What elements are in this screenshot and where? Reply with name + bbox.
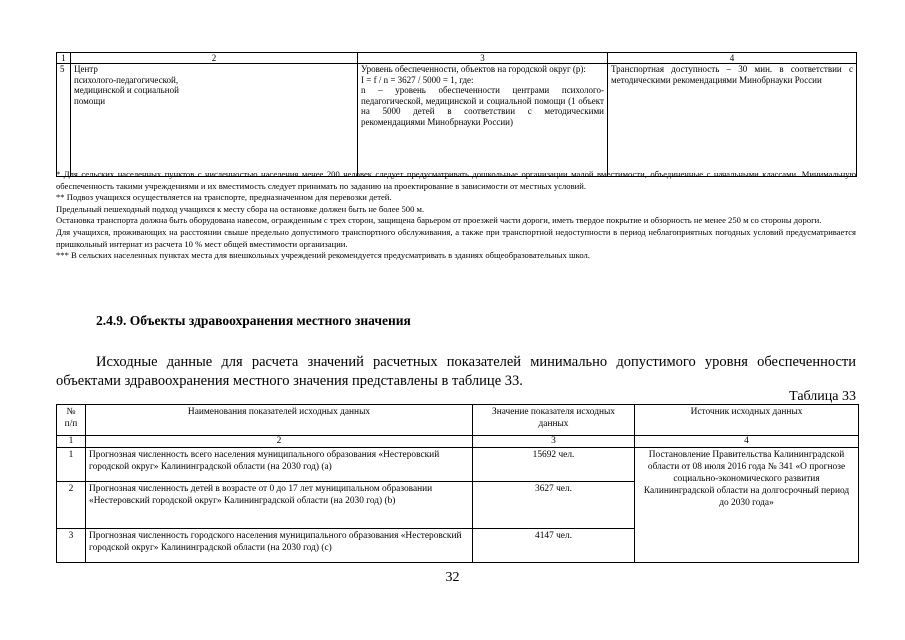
data-source: Постановление Правительства Калининградской области от 08 июля 2016 года № 341 «О прогнозе социально-экономического развития Калининградской области на долгосрочный период до 2030 года»	[635, 448, 859, 563]
footnote: * Для сельских населенных пунктов с численностью населения менее 200 человек следует предусматривать дошкольные организации малой вместимости, объединенные с начальными классами. Минимальную обеспеченность такими учреждениями и их вместимость следует принимать по заданию на проектирование в зависимости от местных условий.	[56, 169, 856, 191]
table-row	[57, 448, 859, 482]
table-row	[57, 64, 857, 177]
col-number: 4	[635, 436, 859, 448]
indicator-name: Прогнозная численность детей в возрасте от 0 до 17 лет муниципальном образовании «Нестеровский городской округ» Калининградской области (на 2030 год) (b)	[86, 482, 473, 529]
header-value: Значение показателя исходных данных	[473, 405, 635, 436]
footnotes	[56, 169, 856, 262]
footnote: ** Подвоз учащихся осуществляется на транспорте, предназначенном для перевозки детей.	[56, 192, 392, 203]
section-heading: 2.4.9. Объекты здравоохранения местного значения	[96, 313, 411, 328]
provision-level: Уровень обеспеченности, объектов на городской округ (р): I = f / n = 3627 / 5000 = 1, где: n – уровень обеспеченности центрами психолого-педагогической, медицинской и социальной помощи (1 объект на 5000 детей в соответствии с методическими рекомендациями Минобрнауки России)	[358, 64, 608, 177]
transport-access: Транспортная доступность – 30 мин. в соответствии с методическими рекомендациями Минобрнауки России	[608, 64, 857, 177]
header-name: Наименования показателей исходных данных	[86, 405, 473, 436]
intro-paragraph	[56, 353, 856, 391]
table-column-numbers	[57, 436, 859, 448]
top-table-column-numbers	[57, 53, 857, 64]
col-number: 3	[358, 53, 608, 64]
footnote: Предельный пешеходный подход учащихся к месту сбора на остановке должен быть не более 500 м.	[56, 203, 425, 214]
table-caption: Таблица 33	[789, 389, 856, 404]
row-number: 2	[57, 482, 86, 529]
row-number: 3	[57, 529, 86, 563]
col-number: 2	[86, 436, 473, 448]
row-number: 1	[57, 448, 86, 482]
col-number: 4	[608, 53, 857, 64]
header-source: Источник исходных данных	[635, 405, 859, 436]
table-header-row	[57, 405, 859, 436]
page-number: 32	[445, 570, 460, 585]
facility-name: Центр психолого-педагогической, медицинской и социальной помощи	[71, 64, 358, 177]
indicator-value: 15692 чел.	[473, 448, 635, 482]
footnote: Для учащихся, проживающих на расстоянии свыше предельно допустимого транспортного обслуживания, а также при транспортной недоступности в период неблагоприятных погодных условий предусматривается пришкольный интернат из расчета 10 % мест общей вместимости организации.	[56, 226, 856, 249]
footnote: *** В сельских населенных пунктах места для внешкольных учреждений рекомендуется предусматривать в зданиях общеобразовательных школ.	[56, 250, 590, 261]
col-number: 1	[57, 436, 86, 448]
indicator-name: Прогнозная численность всего населения муниципального образования «Нестеровский городской округ» Калининградской области (на 2030 год) (a)	[86, 448, 473, 482]
col-number: 3	[473, 436, 635, 448]
col-number: 2	[71, 53, 358, 64]
col-number: 1	[57, 53, 71, 64]
indicator-name: Прогнозная численность городского населения муниципального образования «Нестеровский городской округ» Калининградской области (на 2030 год) (c)	[86, 529, 473, 563]
top-table	[56, 52, 857, 177]
indicator-value: 4147 чел.	[473, 529, 635, 563]
table-33	[56, 404, 859, 563]
indicator-value: 3627 чел.	[473, 482, 635, 529]
footnote: Остановка транспорта должна быть оборудована навесом, огражденным с трех сторон, защищена барьером от проезжей части дороги, иметь твердое покрытие и обзорность не менее 250 м со стороны дороги.	[56, 215, 822, 226]
row-number: 5	[57, 64, 71, 177]
intro-text: Исходные данные для расчета значений расчетных показателей минимально допустимого уровня обеспеченности объектами здравоохранения местного значения представлены в таблице 33.	[56, 354, 856, 389]
header-num: № п/п	[57, 405, 86, 436]
